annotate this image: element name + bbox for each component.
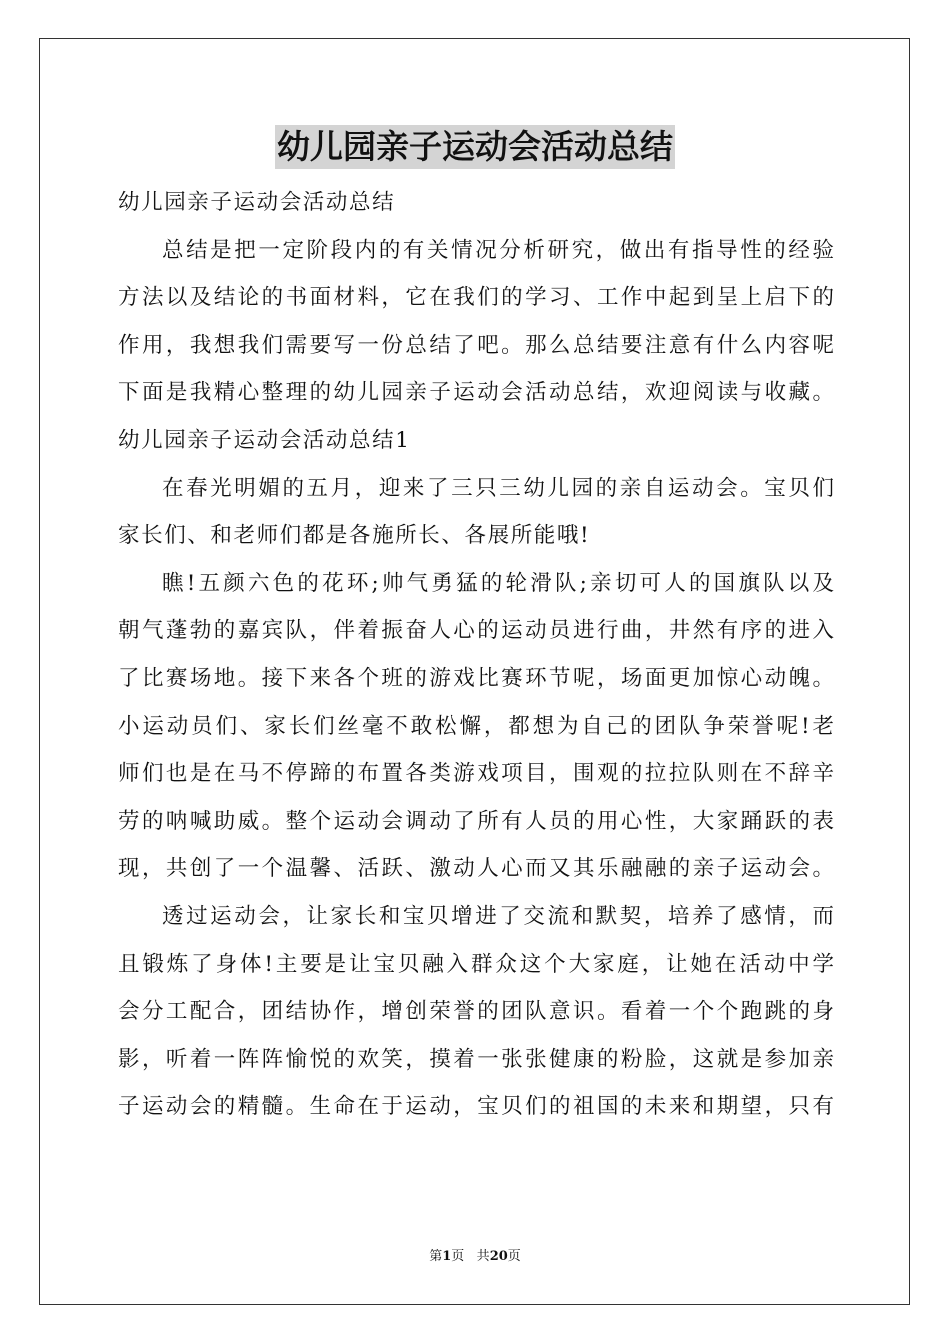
footer-total-suffix: 页 <box>507 1249 521 1264</box>
text-line: 师们也是在马不停蹄的布置各类游戏项目，围观的拉拉队则在不辞辛 <box>118 761 834 787</box>
text-line: 劳的呐喊助威。整个运动会调动了所有人员的用心性，大家踊跃的表 <box>118 808 834 834</box>
text-line: 作用，我想我们需要写一份总结了吧。那么总结要注意有什么内容呢 <box>118 332 834 358</box>
footer-page-suffix: 页 <box>451 1249 465 1264</box>
text-line: 方法以及结论的书面材料，它在我们的学习、工作中起到呈上启下的 <box>118 285 834 311</box>
footer-total-prefix: 共 <box>476 1249 490 1264</box>
text-line: 下面是我精心整理的幼儿园亲子运动会活动总结，欢迎阅读与收藏。 <box>118 380 834 406</box>
text-line: 幼儿园亲子运动会活动总结1 <box>118 427 411 453</box>
text-line: 在春光明媚的五月，迎来了三只三幼儿园的亲自运动会。宝贝们 <box>162 475 834 501</box>
document-body <box>118 179 834 1131</box>
text-line: 总结是把一定阶段内的有关情况分析研究，做出有指导性的经验 <box>162 237 834 263</box>
text-line: 透过运动会，让家长和宝贝增进了交流和默契，培养了感情，而 <box>162 903 834 929</box>
footer-total-pages: 20 <box>489 1249 508 1264</box>
text-line: 会分工配合，团结协作，增创荣誉的团队意识。看着一个个跑跳的身 <box>118 999 834 1025</box>
text-line: 现，共创了一个温馨、活跃、激动人心而又其乐融融的亲子运动会。 <box>118 856 834 882</box>
footer-page-prefix: 第 <box>429 1249 443 1264</box>
text-line: 幼儿园亲子运动会活动总结 <box>118 190 396 215</box>
text-line: 了比赛场地。接下来各个班的游戏比赛环节呢，场面更加惊心动魄。 <box>118 665 834 691</box>
footer-page-number: 1 <box>442 1249 452 1264</box>
text-line: 子运动会的精髓。生命在于运动，宝贝们的祖国的未来和期望，只有 <box>118 1094 834 1120</box>
document-title: 幼儿园亲子运动会活动总结 <box>275 125 675 169</box>
text-line: 家长们、和老师们都是各施所长、各展所能哦! <box>118 523 591 549</box>
text-line: 瞧!五颜六色的花环;帅气勇猛的轮滑队;亲切可人的国旗队以及 <box>162 570 834 596</box>
text-line: 且锻炼了身体!主要是让宝贝融入群众这个大家庭，让她在活动中学 <box>118 951 834 977</box>
title-container <box>0 125 950 169</box>
text-line: 影，听着一阵阵愉悦的欢笑，摸着一张张健康的粉脸，这就是参加亲 <box>118 1046 834 1072</box>
text-line: 小运动员们、家长们丝毫不敢松懈，都想为自己的团队争荣誉呢!老 <box>118 713 834 739</box>
page-footer <box>0 1248 950 1266</box>
text-line: 朝气蓬勃的嘉宾队，伴着振奋人心的运动员进行曲，井然有序的进入 <box>118 618 834 644</box>
